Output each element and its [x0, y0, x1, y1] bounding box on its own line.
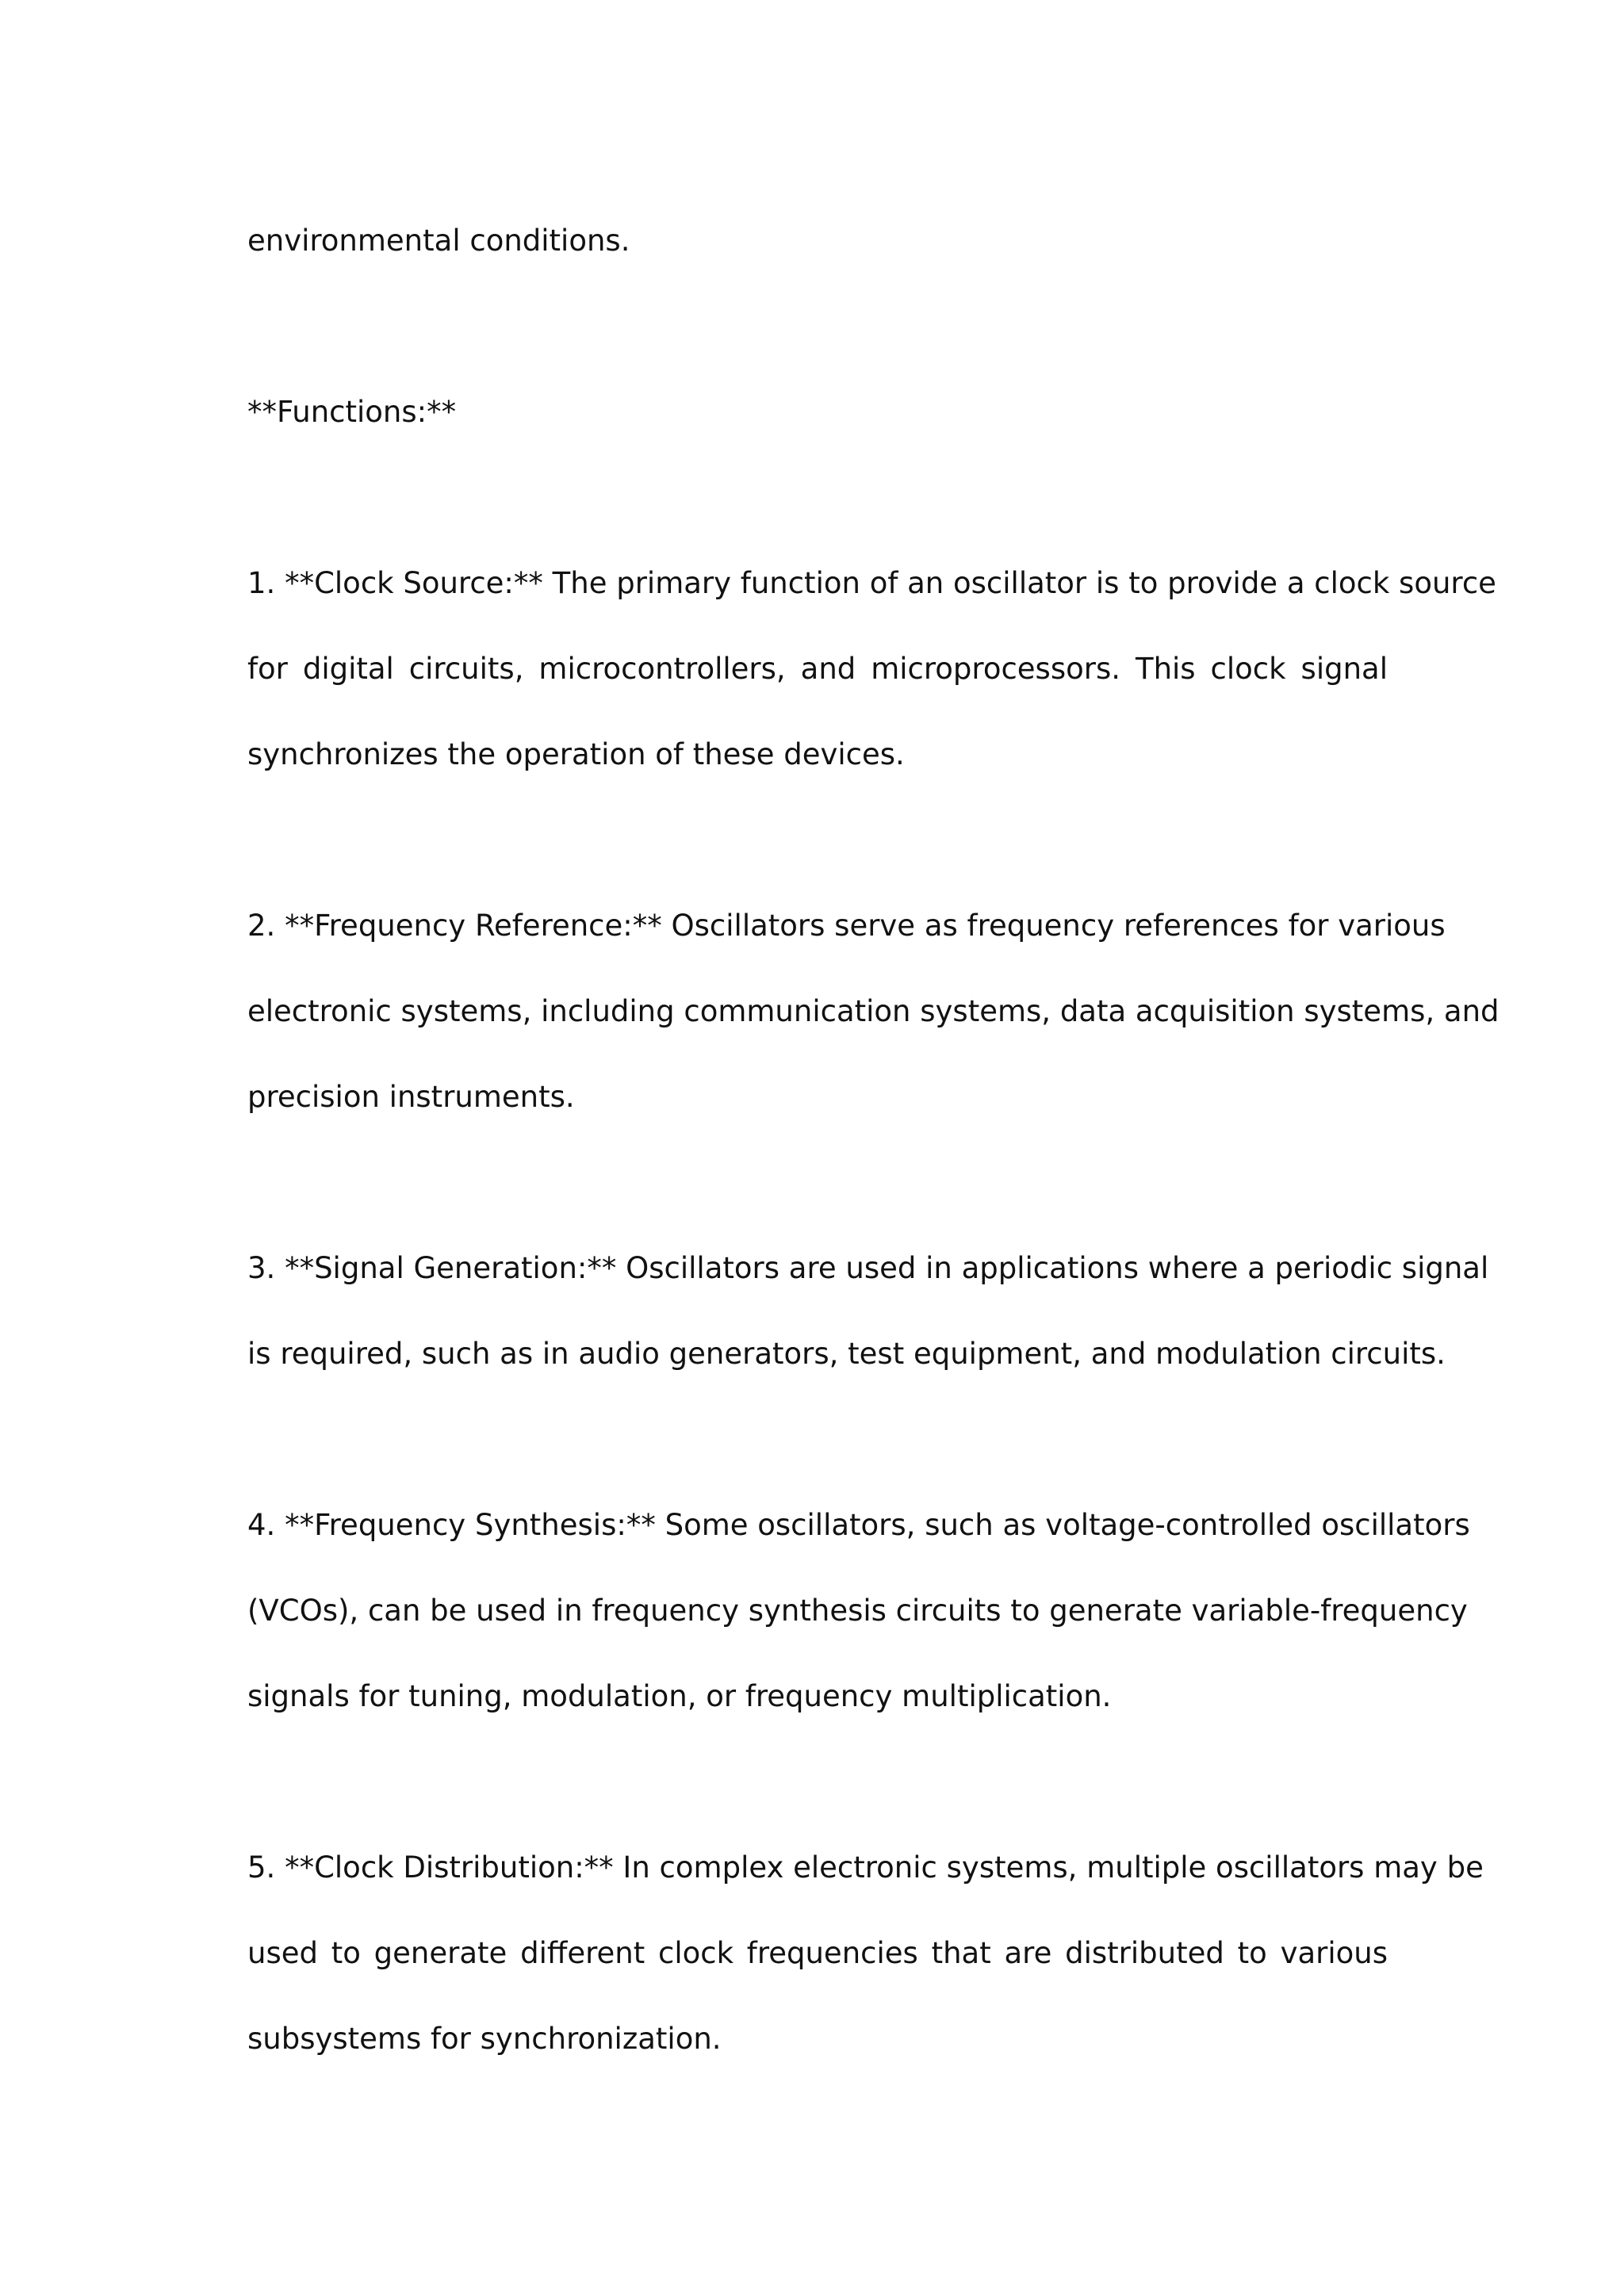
- paragraph-line: 3. **Signal Generation:** Oscillators are used in applications where a periodic signal: [247, 1251, 1489, 1285]
- list-item: [247, 1226, 1489, 1397]
- paragraph-line: environmental conditions.: [247, 224, 630, 258]
- list-item: [247, 1483, 1470, 1739]
- paragraph-line: electronic systems, including communication systems, data acquisition systems, and: [247, 994, 1500, 1028]
- paragraph-line: 2. **Frequency Reference:** Oscillators serve as frequency references for various: [247, 909, 1446, 943]
- heading-line: **Functions:**: [247, 395, 457, 429]
- paragraph-line: for digital circuits, microcontrollers, and microprocessors. This clock signal: [247, 652, 1388, 686]
- paragraph-line: 5. **Clock Distribution:** In complex electronic systems, multiple oscillators may be: [247, 1850, 1484, 1885]
- paragraph-line: subsystems for synchronization.: [247, 2022, 722, 2056]
- list-item: [247, 541, 1496, 798]
- list-item: [247, 883, 1500, 1140]
- paragraph-line: used to generate different clock frequencies that are distributed to various: [247, 1936, 1388, 1970]
- intro-paragraph-tail: [247, 198, 1388, 284]
- paragraph-line: signals for tuning, modulation, or frequency multiplication.: [247, 1679, 1112, 1713]
- paragraph-line: synchronizes the operation of these devices.: [247, 737, 905, 771]
- section-heading: [247, 369, 1388, 455]
- paragraph-line: is required, such as in audio generators, test equipment, and modulation circuits.: [247, 1337, 1446, 1371]
- paragraph-line: 4. **Frequency Synthesis:** Some oscillators, such as voltage-controlled oscillators: [247, 1508, 1470, 1542]
- paragraph-line: 1. **Clock Source:** The primary function of an oscillator is to provide a clock source: [247, 566, 1496, 600]
- list-item: [247, 1825, 1484, 2082]
- paragraph-line: (VCOs), can be used in frequency synthesis circuits to generate variable-frequency: [247, 1594, 1468, 1628]
- paragraph-line: precision instruments.: [247, 1080, 575, 1114]
